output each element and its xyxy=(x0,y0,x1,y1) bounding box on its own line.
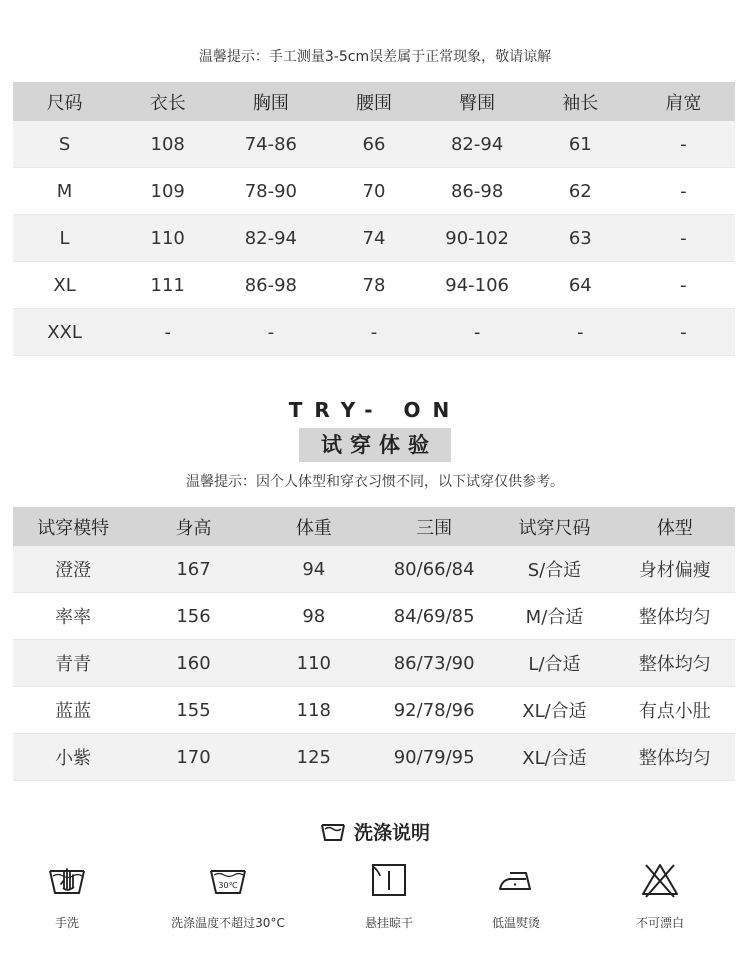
table-cell: - xyxy=(632,168,735,215)
table-cell: 蓝蓝 xyxy=(13,687,133,734)
wash-temp-text: 30℃ xyxy=(218,881,238,890)
table-cell: - xyxy=(632,215,735,262)
table-row xyxy=(13,262,735,309)
table-cell: - xyxy=(529,309,632,356)
header-cell: 试穿尺码 xyxy=(494,507,614,546)
table-cell: XL/合适 xyxy=(494,734,614,781)
no-bleach-icon xyxy=(640,861,680,899)
table-cell: L xyxy=(13,215,116,262)
table-cell: 86/73/90 xyxy=(374,640,494,687)
table-cell: 86-98 xyxy=(426,168,529,215)
header-cell: 体重 xyxy=(254,507,374,546)
header-cell: 尺码 xyxy=(13,82,116,121)
header-cell: 衣长 xyxy=(116,82,219,121)
table-cell: S/合适 xyxy=(494,546,614,593)
table-cell: 78 xyxy=(322,262,425,309)
table-cell: 整体均匀 xyxy=(615,593,735,640)
table-cell: 92/78/96 xyxy=(374,687,494,734)
wash-basin-icon xyxy=(320,821,346,843)
table-cell: 66 xyxy=(322,121,425,168)
wash-30-icon xyxy=(208,863,248,897)
table-row xyxy=(13,546,735,593)
table-cell: 率率 xyxy=(13,593,133,640)
tryon-table xyxy=(13,507,735,781)
table-cell: 94 xyxy=(254,546,374,593)
table-cell: 70 xyxy=(322,168,425,215)
table-cell: - xyxy=(116,309,219,356)
table-cell: XL/合适 xyxy=(494,687,614,734)
header-cell: 三围 xyxy=(374,507,494,546)
table-cell: 98 xyxy=(254,593,374,640)
table-cell: 108 xyxy=(116,121,219,168)
table-cell: - xyxy=(632,121,735,168)
header-cell: 体型 xyxy=(615,507,735,546)
table-cell: 86-98 xyxy=(219,262,322,309)
header-cell: 试穿模特 xyxy=(13,507,133,546)
table-cell: 94-106 xyxy=(426,262,529,309)
header-cell: 腰围 xyxy=(322,82,425,121)
size-table xyxy=(13,82,735,356)
care-label: 悬挂晾干 xyxy=(364,916,413,930)
table-cell: 青青 xyxy=(13,640,133,687)
care-item-hand-wash xyxy=(0,860,152,931)
table-cell: 170 xyxy=(133,734,253,781)
header-cell: 臀围 xyxy=(426,82,529,121)
size-table-header xyxy=(13,82,735,121)
header-cell: 身高 xyxy=(133,507,253,546)
table-row xyxy=(13,734,735,781)
care-item-no-bleach xyxy=(575,860,745,931)
table-cell: M/合适 xyxy=(494,593,614,640)
table-cell: 63 xyxy=(529,215,632,262)
table-cell: 82-94 xyxy=(219,215,322,262)
table-cell: 64 xyxy=(529,262,632,309)
table-cell: L/合适 xyxy=(494,640,614,687)
table-cell: 84/69/85 xyxy=(374,593,494,640)
table-cell: 90-102 xyxy=(426,215,529,262)
table-cell: 110 xyxy=(254,640,374,687)
table-cell: 澄澄 xyxy=(13,546,133,593)
header-cell: 胸围 xyxy=(219,82,322,121)
table-cell: 78-90 xyxy=(219,168,322,215)
table-row xyxy=(13,121,735,168)
care-label: 不可漂白 xyxy=(635,916,684,930)
tryon-table-header xyxy=(13,507,735,546)
table-cell: 62 xyxy=(529,168,632,215)
care-label: 洗涤温度不超过30°C xyxy=(171,916,285,930)
table-cell: - xyxy=(632,309,735,356)
table-cell: 109 xyxy=(116,168,219,215)
table-cell: 有点小肚 xyxy=(615,687,735,734)
table-cell: 74 xyxy=(322,215,425,262)
care-label: 低温熨烫 xyxy=(491,916,540,930)
table-cell: 82-94 xyxy=(426,121,529,168)
table-cell: 身材偏瘦 xyxy=(615,546,735,593)
table-cell: 74-86 xyxy=(219,121,322,168)
care-label: 手洗 xyxy=(54,916,79,930)
table-cell: 125 xyxy=(254,734,374,781)
care-item-wash-30 xyxy=(143,860,313,931)
table-cell: - xyxy=(632,262,735,309)
wash-instructions-title xyxy=(0,818,750,847)
header-cell: 袖长 xyxy=(529,82,632,121)
table-cell: 小紫 xyxy=(13,734,133,781)
table-cell: 61 xyxy=(529,121,632,168)
tryon-title-cn: 试穿体验 xyxy=(299,428,451,462)
table-cell: - xyxy=(426,309,529,356)
table-cell: 155 xyxy=(133,687,253,734)
tryon-note: 温馨提示：因个人体型和穿衣习惯不同，以下试穿仅供参考。 xyxy=(186,474,564,490)
table-cell: 156 xyxy=(133,593,253,640)
table-row xyxy=(13,309,735,356)
header-cell: 肩宽 xyxy=(632,82,735,121)
table-cell: XL xyxy=(13,262,116,309)
table-cell: M xyxy=(13,168,116,215)
table-cell: S xyxy=(13,121,116,168)
table-cell: 整体均匀 xyxy=(615,640,735,687)
table-cell: 90/79/95 xyxy=(374,734,494,781)
table-row xyxy=(13,168,735,215)
table-cell: 160 xyxy=(133,640,253,687)
table-cell: 111 xyxy=(116,262,219,309)
table-row xyxy=(13,687,735,734)
table-cell: 整体均匀 xyxy=(615,734,735,781)
low-iron-icon xyxy=(496,865,536,895)
size-note: 温馨提示：手工测量3-5cm误差属于正常现象，敬请谅解 xyxy=(198,49,552,65)
table-cell: 80/66/84 xyxy=(374,546,494,593)
table-row xyxy=(13,215,735,262)
table-cell: 110 xyxy=(116,215,219,262)
line-dry-icon xyxy=(369,862,409,898)
hand-wash-icon xyxy=(47,863,87,897)
table-row xyxy=(13,640,735,687)
table-cell: XXL xyxy=(13,309,116,356)
table-cell: 118 xyxy=(254,687,374,734)
tryon-title-en: TRY- ON xyxy=(288,398,462,422)
table-cell: - xyxy=(322,309,425,356)
table-cell: - xyxy=(219,309,322,356)
wash-title-text: 洗涤说明 xyxy=(353,822,430,844)
table-cell: 167 xyxy=(133,546,253,593)
table-row xyxy=(13,593,735,640)
